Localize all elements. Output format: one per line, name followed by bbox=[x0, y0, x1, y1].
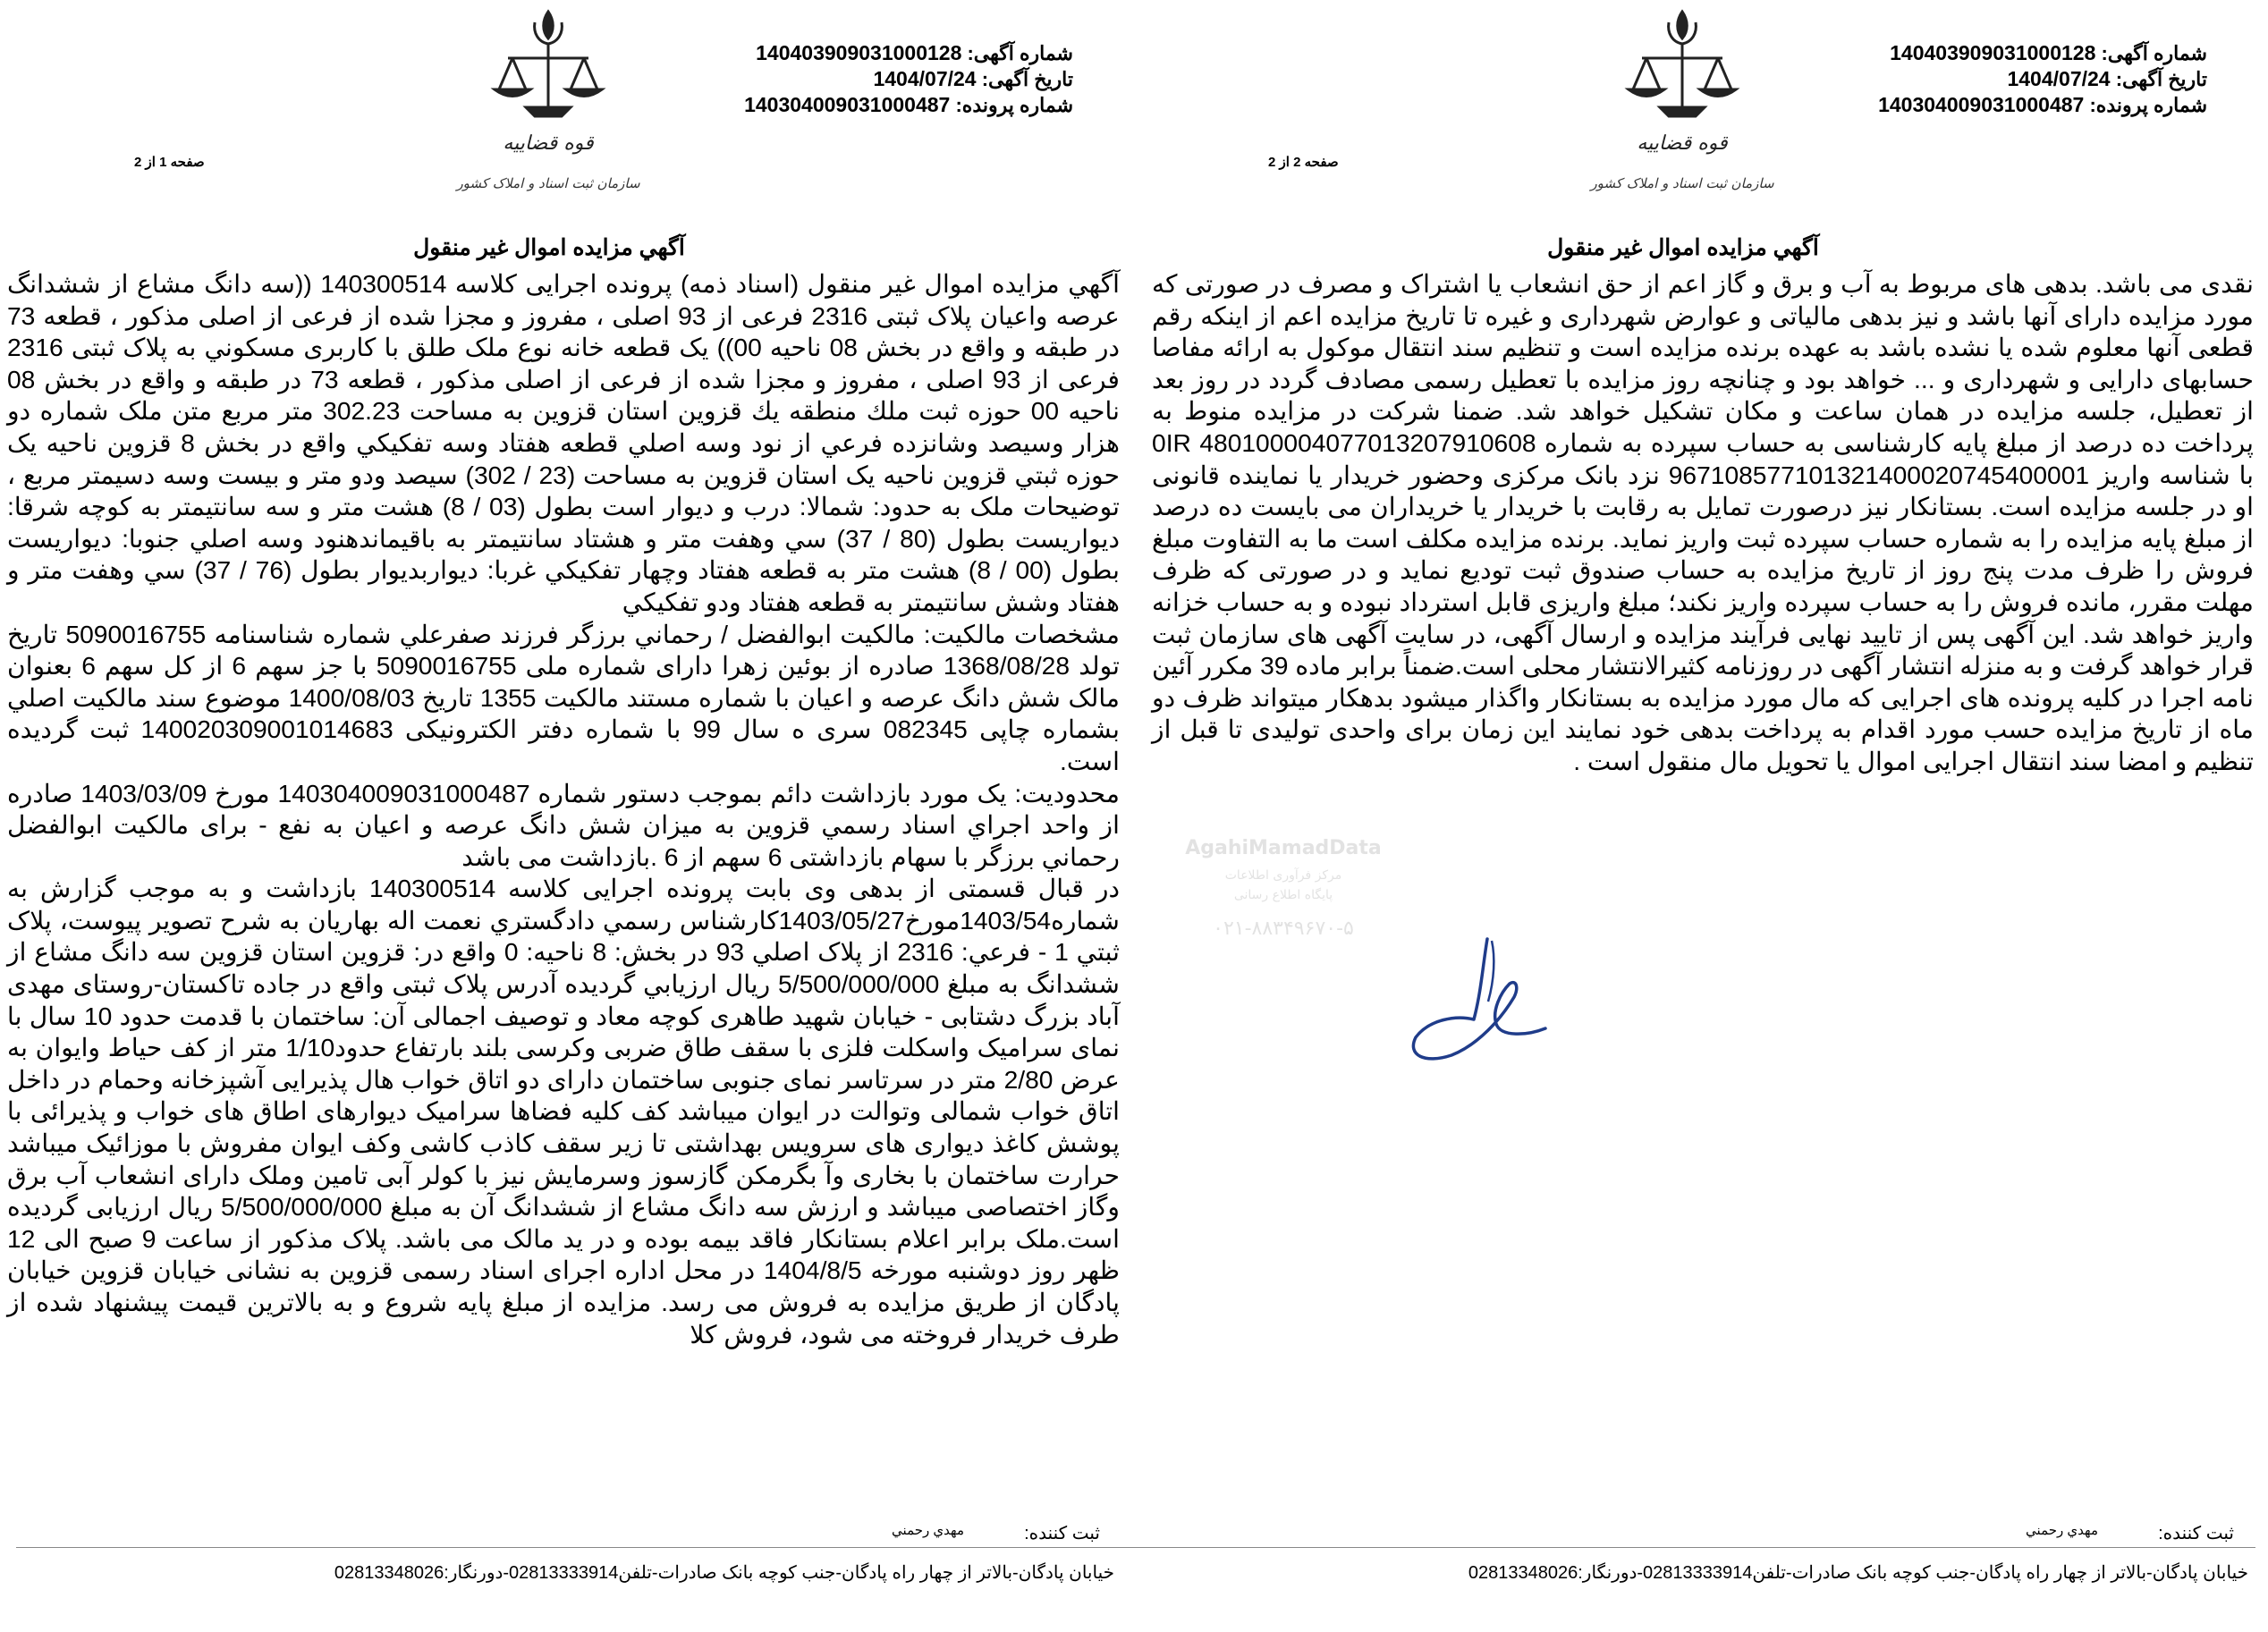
signature-icon bbox=[1402, 930, 1599, 1082]
page-number: صفحه 2 از 2 bbox=[1268, 155, 1339, 170]
svg-text:قوه قضاییه: قوه قضاییه bbox=[503, 132, 594, 155]
svg-text:قوه قضاییه: قوه قضاییه bbox=[1637, 132, 1728, 155]
paragraph-appraisal: در قبال قسمتی از بدهی وی بابت پرونده اجرایی کلاسه 140300514 بازداشت و به موجب گزارش به شماره1403/54مورخ1403/05/27کارشناس رسمي دادگستري نعمت اله بهاريان به شرح تصوير پيوست، پلاک ثبتي 1 - فرعي: 2316 از پلاک اصلي 93 در بخش: 8 ناحيه: 0 واقع در: قزوين استان قزوين سه دانگ مشاع از ششدانگ به مبلغ 5/500/000/000 ريال ارزيابي گرديده آدرس پلاک ثبتی واقع در جاده تاکستان-روستای مهدی آباد بزرگ دشتابی - خيابان شهيد طاهری کوچه معاد و توصيف اجمالی آن: ساختمان با قدمت حدود 10 سال با نمای سراميک واسکلت فلزی با سقف طاق ضربی وکرسی بلند بارتفاع حدود1/10 متر از کف حياط وايوان به عرض 2/80 متر در سرتاسر نمای جنوبی ساختمان دارای دو اتاق خواب هال پذيرايی آشپزخانه وحمام در داخل اتاق خواب شمالی وتوالت در ايوان ميباشد کف کليه فضاها سراميک ديوارهای اطاق های خواب و پذيرائی با پوشش کاغذ ديواری های سرويس بهداشتی تا زير سقف کاذب کاشی وکف ايوان مفروش با موزائيک ميباشد حرارت ساختمان با بخاری وآ بگرمکن گازسوز وسرمايش نيز با کولر آبی تامين وملک دارای انشعاب آب برق وگاز اختصاصی ميباشد و ارزش سه دانگ مشاع از ششدانگ آن به مبلغ 5/500/000/000 ريال ارزيابی گرديده است.ملک برابر اعلام بستانکار فاقد بيمه بوده و در يد مالک می باشد. پلاک مذکور از ساعت 9 صبح الی 12 ظهر روز دوشنبه مورخه 1404/8/5 در محل اداره اجرای اسناد رسمی قزوين به نشانی خيابان قزوين خيابان پادگان از طريق مزايده به فروش می رسد. مزايده از مبلغ پايه شروع و به بالاترين قيمت پيشنهاد شده از طرف خريدار فروخته می شود، فروش کلا bbox=[7, 874, 1121, 1349]
file-number-label: شماره پرونده: bbox=[2089, 94, 2207, 116]
paragraph-conditions: نقدی می باشد. بدهی های مربوط به آب و برق و گاز اعم از حق انشعاب يا اشتراک و مصرف در صورتی که مورد مزايده دارای آنها باشد و نيز بدهی مالياتی و عوارض شهرداری و غيره تا تاريخ مزايده اعم از اينکه رقم قطعی آنها معلوم شده يا نشده باشد به عهده برنده مزايده است و تنظيم سند انتقال موکول به ارائه مفاصا حسابهای دارايی و شهرداری و ... خواهد بود و چنانچه روز مزايده با تعطيل رسمی مصادف گردد در روز بعد از تعطيل، جلسه مزايده در همان ساعت و مکان تشکيل خواهد شد. ضمنا شرکت در مزايده منوط به پرداخت ده درصد از مبلغ پايه کارشناسی به حساب سپرده به شماره IR 480100004077013207910608‏0 با شناسه واريز 967108577101321400020745400001 نزد بانک مرکزی وحضور خريدار يا نماينده قانونی او در جلسه مزايده است. بستانکار نيز درصورت تمايل به رقابت با خريدار يا خريداران می بايست ده درصد از مبلغ پايه مزايده را به شماره حساب سپرده ثبت واريز نمايد. برنده مزايده مکلف است ما به التفاوت مبلغ فروش را ظرف مدت پنج روز از تاريخ مزايده به حساب صندوق ثبت توديع نمايد و در صورتی که ظرف مهلت مقرر، مانده فروش را به حساب سپرده واريز نکند؛ مبلغ واريزی قابل استرداد نبوده و به حساب خزانه واريز خواهد شد. اين آگهی پس از تاييد نهايی فرآيند مزايده و ارسال آگهی، در سايت آگهی های سازمان ثبت قرار خواهد گرفت و به منزله انتشار آگهی در روزنامه کثيرالانتشار محلی است.ضمناً برابر ماده 39 مکرر آئين نامه اجرا در کليه پرونده های اجرايی که مال مورد مزايده به بستانکار واگذار ميشود بدهکار ميتواند ظرف دو ماه از تاريخ مزايده حسب مورد اقدام به پرداخت بدهی خود نمايند اين زمان برای واحدی توليدی تا قبل از تنظيم و امضا سند انتقال اجرايی اموال يا تحويل مال منقول است . bbox=[1151, 269, 2255, 775]
ad-number-label: شماره آگهی: bbox=[967, 42, 1073, 64]
svg-text:سازمان ثبت اسناد و املاک کشور: سازمان ثبت اسناد و املاک کشور bbox=[456, 175, 640, 191]
page-number: صفحه 1 از 2 bbox=[134, 155, 205, 170]
registrar-label: ثبت كننده: bbox=[1024, 1524, 1100, 1543]
registrar-name: مهدي رحمني bbox=[2026, 1523, 2098, 1538]
ad-date-label: تاریخ آگهی: bbox=[981, 68, 1073, 90]
page-title: آگهي مزايده اموال غير منقول bbox=[1547, 235, 1819, 260]
right-page bbox=[1134, 0, 2268, 1632]
ad-number: 140403909031000128 bbox=[1890, 41, 2096, 64]
ad-number: 140403909031000128 bbox=[756, 41, 962, 64]
ad-date-label: تاریخ آگهی: bbox=[2115, 68, 2207, 90]
ad-date: 1404/07/24 bbox=[2007, 67, 2111, 90]
notice-body bbox=[1152, 268, 2254, 778]
watermark-brand: AgahiMamadData bbox=[1185, 837, 1382, 859]
watermark-line2: پایگاه اطلاع رسانی bbox=[1233, 888, 1333, 902]
watermark-phone: ۰۲۱-۸۸۳۴۹۶۷۰-۵ bbox=[1213, 917, 1354, 940]
left-footer bbox=[0, 1522, 1134, 1620]
office-address: خيابان پادگان-بالاتر از چهار راه پادگان-جنب کوچه بانک صادرات-تلفن02813333914-دورنگار:02813348026 bbox=[1468, 1563, 2248, 1583]
page-title: آگهي مزايده اموال غير منقول bbox=[413, 235, 685, 260]
right-footer bbox=[1134, 1522, 2268, 1620]
watermark-line1: مرکز فرآوری اطلاعات bbox=[1224, 868, 1342, 883]
file-number: 140304009031000487 bbox=[744, 93, 951, 116]
registrar-name: مهدي رحمني bbox=[892, 1523, 964, 1538]
paragraph-property: آگهي مزايده اموال غير منقول (اسناد ذمه) پرونده اجرایی کلاسه 140300514 ((سه دانگ مشاع از ششدانگ عرصه واعيان پلاک ثبتی 2316 فرعی از 93 اصلی ، مفروز و مجزا شده از فرعی از اصلی مذکور ، قطعه 73 در طبقه و واقع در بخش 08 ناحیه 00)) یک قطعه خانه نوع ملک طلق با کاربری مسکوني به پلاک ثبتی 2316 فرعی از 93 اصلی ، مفروز و مجزا شده از فرعی از اصلی مذکور ، قطعه 73 در طبقه و واقع در بخش 08 ناحیه 00 حوزه ثبت ملك منطقه يك قزوين استان قزوين به مساحت 302.23 متر مربع متن ملک شماره دو هزار وسيصد وشانزده فرعي از نود وسه اصلي قطعه هفتاد وسه تفکيکي واقع در بخش 8 قزوين ناحيه يک حوزه ثبتي قزوين ناحيه يک استان قزوين به مساحت (23 / 302) سيصد ودو متر و بيست وسه دسيمتر مربع ، توضیحات ملک به حدود: شمالا: درب و دیوار است بطول (03 / 8) هشت متر و سه سانتيمتر به کوچه شرقا: ديواريست بطول (80 / 37) سي وهفت متر و هشتاد سانتيمتر به باقيماندهنود وسه اصلي جنوبا: ديواريست بطول (00 / 8) هشت متر به قطعه هفتاد وچهار تفکيکي غربا: ديواربديوار بطول (76 / 37) سي وهفت متر و هفتاد وشش سانتيمتر به قطعه هفتاد ودو تفکيکي bbox=[7, 269, 1121, 616]
footer-divider bbox=[16, 1547, 1134, 1548]
left-header-info bbox=[744, 40, 1073, 118]
judiciary-emblem-icon bbox=[1590, 4, 1774, 203]
watermark-logo-icon bbox=[1185, 836, 1382, 979]
ad-number-label: شماره آگهی: bbox=[2101, 42, 2207, 64]
svg-text:سازمان ثبت اسناد و املاک کشور: سازمان ثبت اسناد و املاک کشور bbox=[1590, 175, 1774, 191]
right-header-info bbox=[1878, 40, 2207, 118]
footer-divider bbox=[1127, 1547, 2255, 1548]
office-address: خيابان پادگان-بالاتر از چهار راه پادگان-جنب کوچه بانک صادرات-تلفن02813333914-دورنگار:02813348026 bbox=[334, 1563, 1114, 1583]
file-number: 140304009031000487 bbox=[1878, 93, 2085, 116]
notice-body bbox=[7, 268, 1120, 1350]
judiciary-emblem-icon bbox=[456, 4, 640, 203]
paragraph-ownership: مشخصات مالکیت: مالکيت ابوالفضل / رحماني برزگر فرزند صفرعلي شماره شناسنامه 5090016755 تاريخ تولد 1368/08/28 صادره از بوئين زهرا دارای شماره ملی 5090016755 با جز سهم 6 از کل سهم 6 بعنوان مالک شش دانگ عرصه و اعيان با شماره مستند مالکيت 1355 تاريخ 1400/08/03 موضوع سند مالکيت اصلي بشماره چاپی 082345 سری ه سال 99 با شماره دفتر الکترونیکی 140020309001014683 ثبت گرديده است. bbox=[7, 619, 1121, 775]
registrar-label: ثبت كننده: bbox=[2158, 1524, 2234, 1543]
paragraph-restriction: محدوديت: يک مورد بازداشت دائم بموجب دستور شماره 140304009031000487 مورخ 1403/03/09 صادره از واحد اجراي اسناد رسمي قزوين به ميزان شش دانگ عرصه و اعيان به نفع - برای مالکيت ابوالفضل رحماني برزگر با سهام بازداشتی 6 سهم از 6 .بازداشت می باشد bbox=[7, 778, 1120, 871]
file-number-label: شماره پرونده: bbox=[955, 94, 1073, 116]
ad-date: 1404/07/24 bbox=[873, 67, 977, 90]
